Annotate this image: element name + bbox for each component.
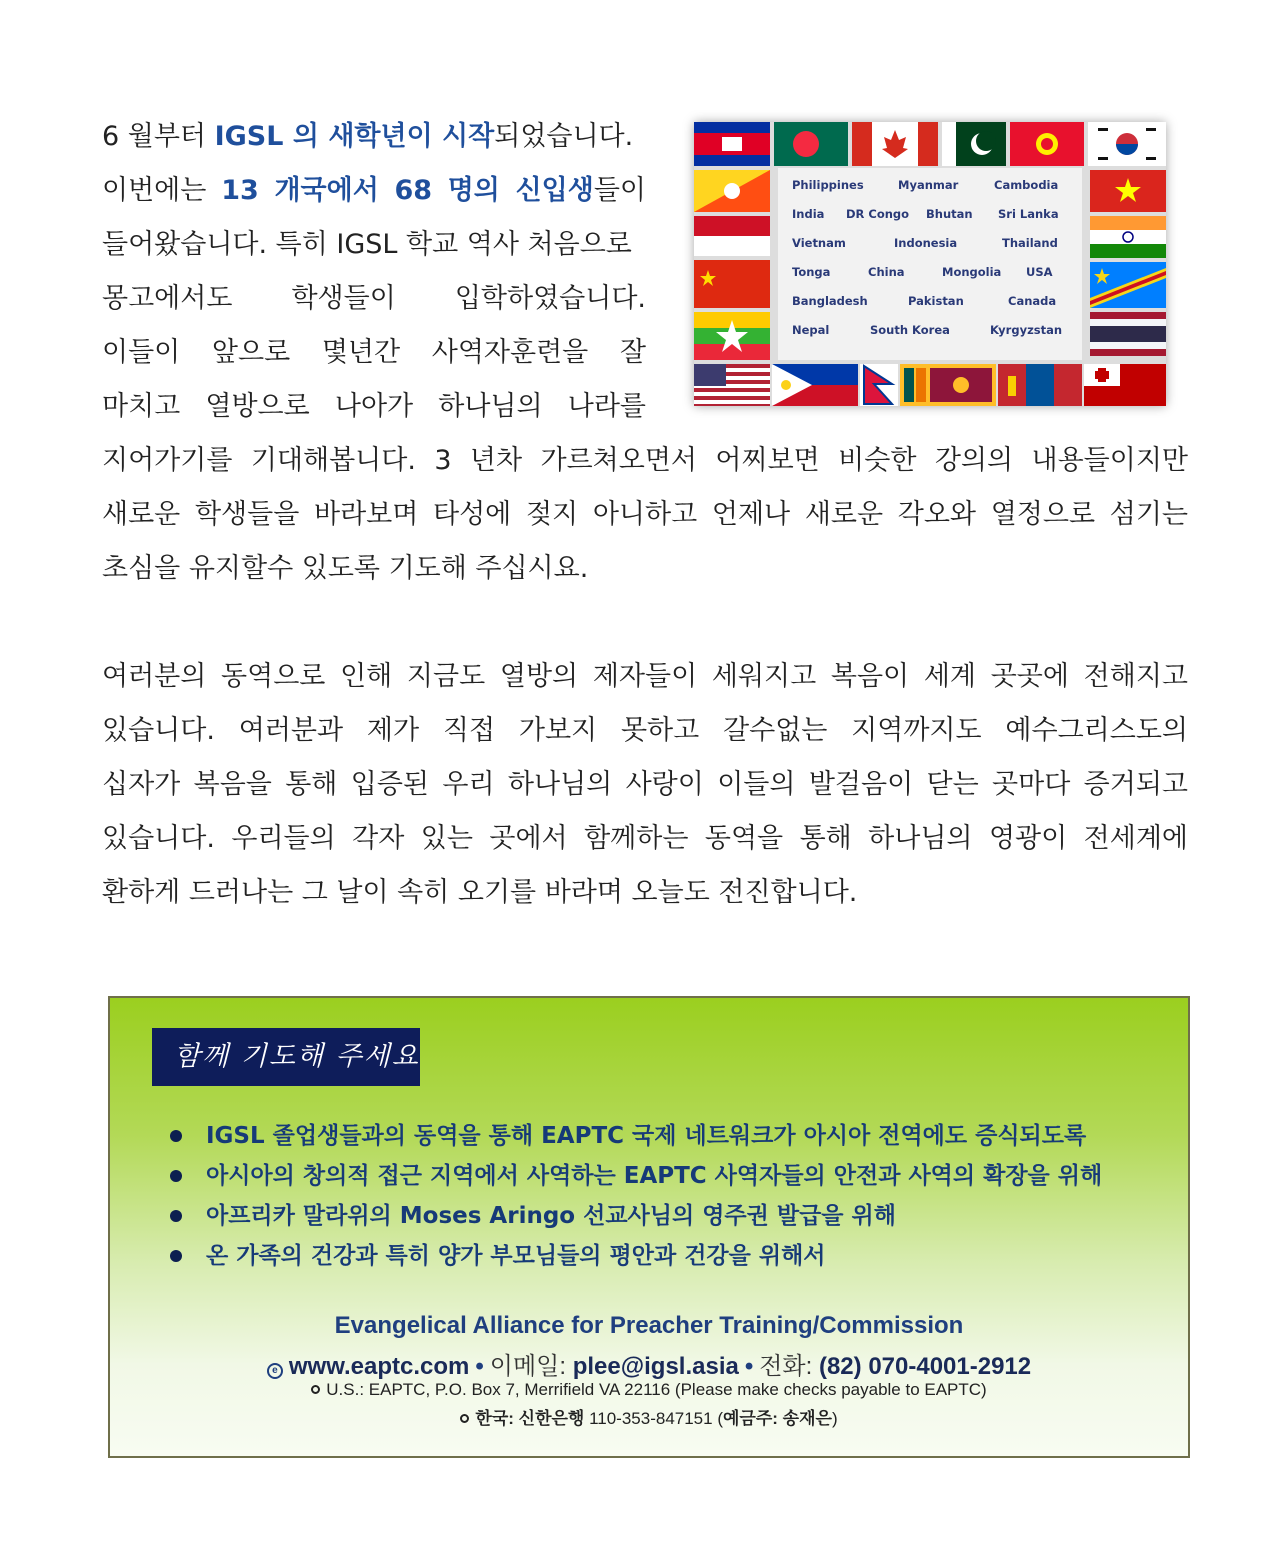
bullet-circle-icon [460,1414,469,1423]
paragraph-full-width-part [102,434,1188,596]
text-line: 지어가기를 기대해봅니다. 3 년차 가르쳐오면서 어찌보면 비슷한 강의의 내용들이지만 [102,445,1188,476]
text-line: 이들이 앞으로 몇년간 사역자훈련을 잘 [102,337,646,368]
prayer-item-text: 온 가족의 건강과 특히 양가 부모님들의 평안과 건강을 위해서 [206,1243,826,1269]
paragraph-wrapped-part [102,110,646,434]
canada-flag-icon [852,122,938,166]
country-label: Bhutan [926,207,973,221]
separator-dot: • [475,1353,484,1380]
bullet-icon [170,1170,182,1182]
country-flags-image [694,122,1166,406]
prayer-request-box [108,996,1190,1458]
pakistan-flag-icon [942,122,1006,166]
sri-lanka-flag-icon [900,364,996,406]
text-line: 여러분의 동역으로 인해 지금도 열방의 제자들이 세워지고 복음이 세계 곳곳에 전해지고 [102,661,1188,692]
text-line: 마치고 열방으로 나아가 하나님의 나라를 [102,391,646,422]
prayer-item [170,1116,1102,1156]
prayer-list [170,1116,1102,1276]
account-number: 110-353-847151 [589,1409,713,1428]
country-label: Kyrgyzstan [990,323,1063,337]
country-label: Sri Lanka [998,207,1059,221]
usa-flag-icon [694,364,770,406]
bullet-icon [170,1210,182,1222]
organization-name: Evangelical Alliance for Preacher Training/Commission [334,1312,964,1339]
text-line: 있습니다. 여러분과 제가 직접 가보지 못하고 갈수없는 지역까지도 예수그리스도의 [102,715,1188,746]
india-flag-icon [1090,216,1166,258]
us-address-text: U.S.: EAPTC, P.O. Box 7, Merrifield VA 22116 (Please make checks payable to EAPTC) [326,1380,987,1399]
bangladesh-flag-icon [774,122,848,166]
country-label: USA [1026,265,1053,279]
prayer-item [170,1236,1102,1276]
email-link[interactable]: plee@igsl.asia [572,1353,739,1380]
china-flag-icon [694,260,770,308]
text-line: 이번에는 13 개국에서 68 명의 신입생들이 [102,175,646,206]
bullet-circle-icon [311,1385,320,1394]
country-label: Cambodia [994,178,1059,192]
text-line: 들어왔습니다. 특히 IGSL 학교 역사 처음으로 [102,229,632,260]
separator-dot: • [744,1353,754,1380]
text-line: 초심을 유지할수 있도록 기도해 주십시요. [102,553,589,584]
country-label: Mongolia [942,265,1002,279]
text-line: 몽고에서도 학생들이 입학하였습니다. [102,283,646,314]
country-label: China [868,265,905,279]
country-label: South Korea [870,323,950,337]
phone-label: 전화: [759,1353,813,1380]
tonga-flag-icon [1084,364,1166,406]
bullet-icon [170,1250,182,1262]
text-line: 환하게 드러나는 그 날이 속히 오기를 바라며 오늘도 전진합니다. [102,877,858,908]
paragraph-thanks [102,650,1188,920]
web-icon: e [267,1363,283,1379]
prayer-item-text: 아시아의 창의적 접근 지역에서 사역하는 EAPTC 사역자들의 안전과 사역의 확장을 위해 [206,1163,1103,1189]
website-link[interactable]: www.eaptc.com [288,1353,470,1380]
philippines-flag-icon [772,364,858,406]
account-holder: 송재은 [782,1409,832,1428]
phone-number: (82) 070-4001-2912 [818,1353,1032,1380]
text-line: 새로운 학생들을 바라보며 타성에 젖지 아니하고 언제나 새로운 각오와 열정으로 섬기는 [102,499,1188,530]
myanmar-flag-icon [694,312,770,360]
mongolia-flag-icon [998,364,1082,406]
nepal-flag-icon [860,364,898,406]
email-label: 이메일: [489,1353,567,1380]
contact-line [110,1346,1188,1381]
cambodia-flag-icon [694,122,770,166]
prayer-item [170,1156,1102,1196]
country-label: Pakistan [908,294,964,308]
text-line: 있습니다. 우리들의 각자 있는 곳에서 함께하는 동역을 통해 하나님의 영광이 전세계에 [102,823,1188,854]
text-line: 십자가 복음을 통해 입증된 우리 하나님의 사랑이 이들의 발걸음이 닫는 곳마다 증거되고 [102,769,1188,800]
country-label: Nepal [792,323,830,337]
prayer-item-text: IGSL 졸업생들과의 동역을 통해 EAPTC 국제 네트워크가 아시아 전역에도 증식되도록 [206,1123,1087,1149]
korea-bank-info: 한국: 신한은행 110-353-847151 (예금주: 송재은) [110,1404,1188,1429]
south-korea-flag-icon [1088,122,1166,166]
country-label: Vietnam [792,236,846,250]
kyrgyzstan-flag-icon [1010,122,1084,166]
text-line: 6 월부터 IGSL 의 새학년이 시작되었습니다. [102,121,634,152]
country-label: Myanmar [898,178,959,192]
korea-label: 한국: [475,1409,514,1428]
country-list-box [778,168,1082,360]
country-label: DR Congo [846,207,910,221]
prayer-item-text: 아프리카 말라위의 Moses Aringo 선교사님의 영주권 발급을 위해 [206,1203,896,1229]
country-label: Tonga [792,265,831,279]
bank-name: 신한은행 [518,1409,585,1428]
thailand-flag-icon [1090,312,1166,356]
us-address [110,1380,1188,1400]
country-label: Philippines [792,178,864,192]
country-label: Thailand [1002,236,1058,250]
indonesia-flag-icon [694,216,770,256]
dr-congo-flag-icon [1090,262,1166,308]
holder-label: 예금주: [722,1409,778,1428]
country-label: India [792,207,825,221]
country-label: Bangladesh [792,294,868,308]
prayer-title: 함께 기도해 주세요 [152,1028,420,1086]
prayer-item [170,1196,1102,1236]
vietnam-flag-icon [1090,170,1166,212]
country-label: Canada [1008,294,1057,308]
country-label: Indonesia [894,236,958,250]
bhutan-flag-icon [694,170,770,212]
bullet-icon [170,1130,182,1142]
